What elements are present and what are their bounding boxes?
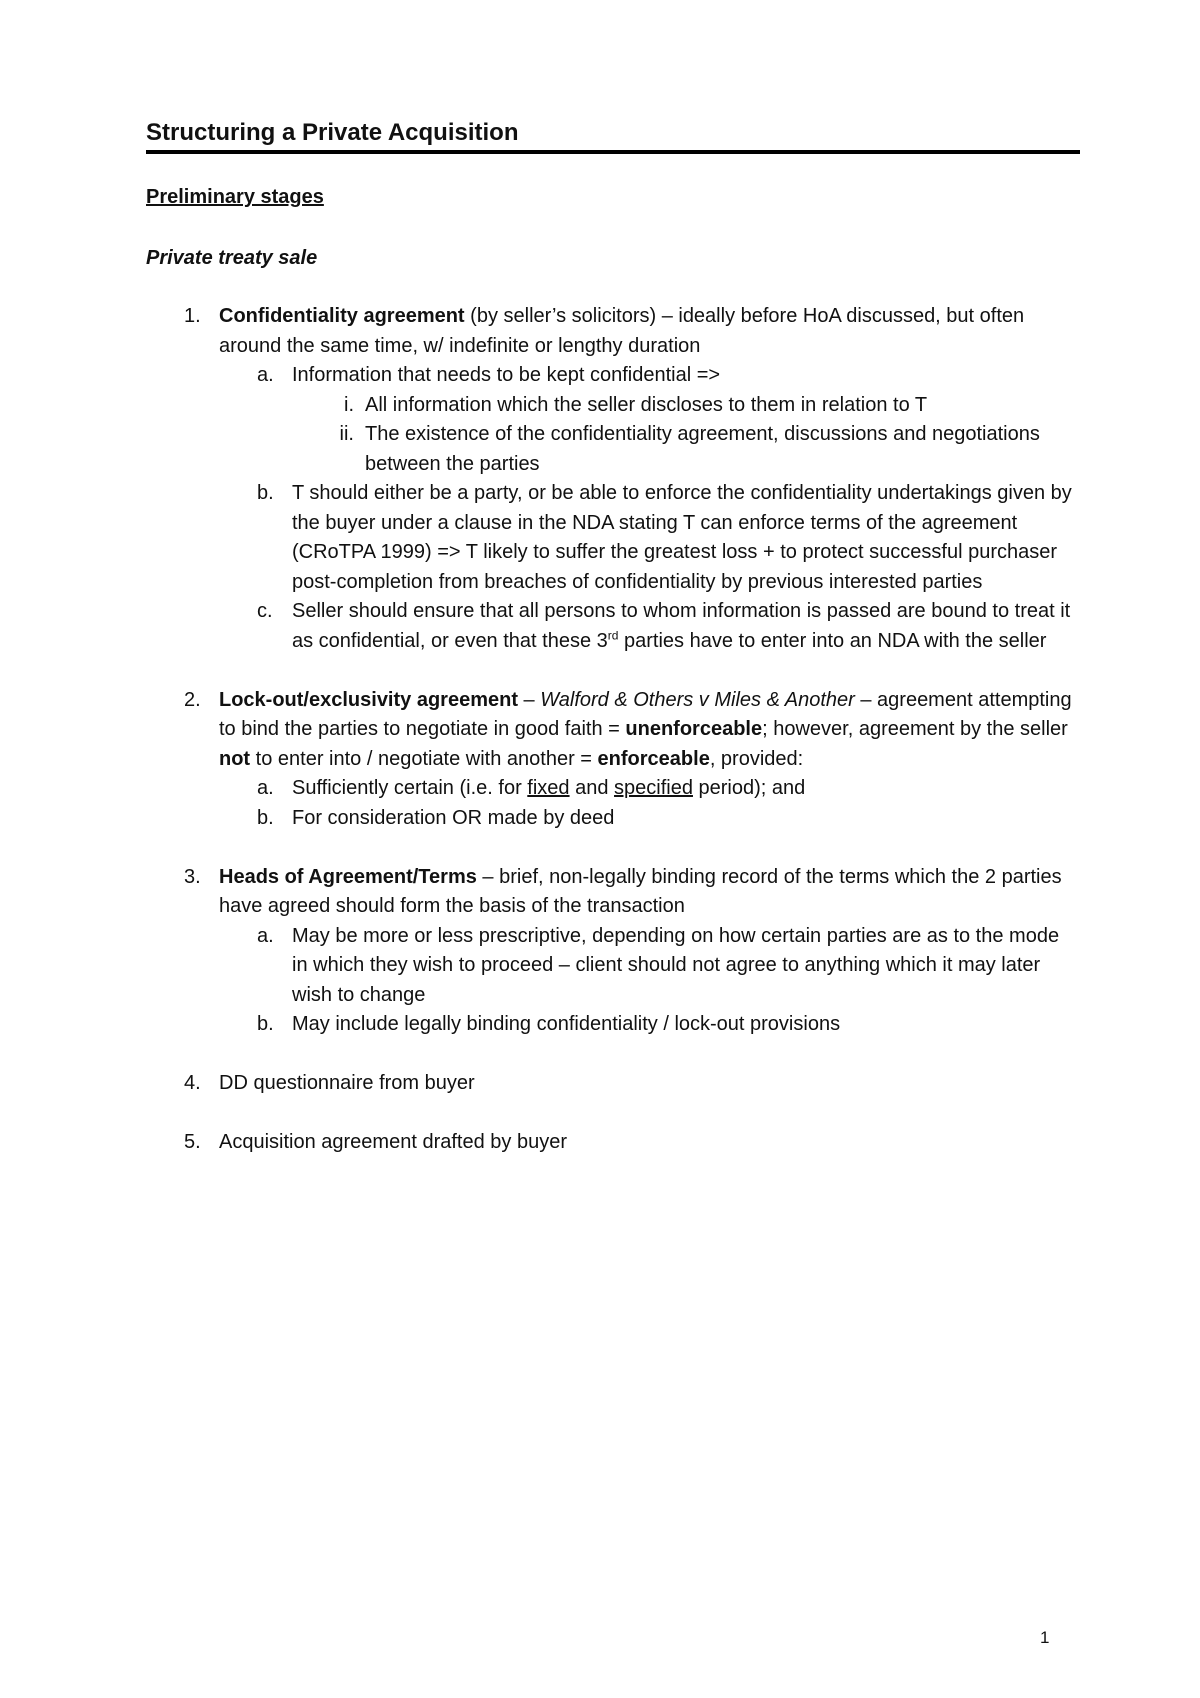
text-fragment: – agreement attempting to bind the parties to negotiate in good faith = xyxy=(219,688,1072,740)
underlined-term: specified xyxy=(614,777,693,799)
text-fragment: – xyxy=(517,688,541,711)
sub-item-marker: a. xyxy=(257,924,274,947)
sub-item-marker: b. xyxy=(257,1013,274,1035)
sub-item-marker: a. xyxy=(257,364,274,386)
sub-sub-item xyxy=(292,420,1080,479)
sub-item xyxy=(219,1010,1080,1040)
text-fragment: Sufficiently certain (i.e. for xyxy=(292,777,528,799)
item-body: – brief, non-legally binding record of the terms which the 2 parties have agreed should form the basis of the transaction xyxy=(219,865,1062,917)
item-text: Acquisition agreement drafted by buyer xyxy=(219,1131,567,1153)
item-number: 5. xyxy=(184,1131,201,1153)
item-text: DD questionnaire from buyer xyxy=(219,1072,475,1094)
item-lead-term: Lock-out/exclusivity agreement xyxy=(219,688,518,711)
item-text xyxy=(219,863,1080,922)
underlined-term: fixed xyxy=(527,777,570,799)
item-number: 2. xyxy=(184,688,201,711)
sub-item-text: May include legally binding confidentiality / lock-out provisions xyxy=(292,1013,841,1035)
text-fragment: Seller should ensure that all persons to whom information is passed are bound to treat it as confidential, or even that these 3 xyxy=(292,600,1071,652)
sub-sub-item-text: The existence of the confidentiality agreement, discussions and negotiations between the parties xyxy=(365,423,1040,475)
page-number: 1 xyxy=(1040,1628,1050,1647)
text-fragment: to enter into / negotiate with another = xyxy=(250,747,598,770)
item-number: 1. xyxy=(184,305,201,327)
item-text xyxy=(219,686,1080,775)
sub-item-text: May be more or less prescriptive, depending on how certain parties are as to the mode in which they wish to proceed – client should not agree to anything which it may later wish to change xyxy=(292,924,1060,1006)
item-lead-term: Confidentiality agreement xyxy=(219,305,465,327)
sub-item-marker: c. xyxy=(257,600,273,622)
sub-item xyxy=(219,922,1080,1011)
item-number: 3. xyxy=(184,865,201,888)
emphasis-term: enforceable xyxy=(597,747,710,770)
sub-sub-item-text: All information which the seller discloses to them in relation to T xyxy=(365,393,928,416)
item-body: (by seller’s solicitors) – ideally before HoA discussed, but often around the same time, w/ indefinite or lengthy duration xyxy=(219,305,1025,357)
sub-item-text: For consideration OR made by deed xyxy=(292,806,615,829)
sub-item xyxy=(219,597,1080,656)
text-fragment: and xyxy=(569,777,615,799)
item-number: 4. xyxy=(184,1072,201,1094)
sub-item xyxy=(219,774,1080,804)
sub-item-marker: b. xyxy=(257,482,274,504)
sub-item-marker: b. xyxy=(257,806,274,829)
sub-item-marker: a. xyxy=(257,777,274,799)
text-fragment: , provided: xyxy=(709,747,804,770)
emphasis-term: not xyxy=(219,747,251,770)
superscript: rd xyxy=(607,627,619,642)
list-item-dd-questionnaire xyxy=(146,1069,1080,1099)
list-item-lock-out xyxy=(146,686,1080,834)
sub-sub-item xyxy=(292,391,1080,421)
sub-item xyxy=(219,361,1080,479)
list-item-confidentiality xyxy=(146,302,1080,656)
sub-sub-item-marker: ii. xyxy=(339,423,354,445)
list-item-heads-of-agreement xyxy=(146,863,1080,1040)
emphasis-term: unenforceable xyxy=(625,718,763,740)
sub-item xyxy=(219,804,1080,834)
sub-item-text xyxy=(292,774,1080,804)
sub-item-text: Information that needs to be kept confidential => xyxy=(292,364,721,386)
sub-item-text xyxy=(292,597,1080,656)
title-underline-rule xyxy=(146,150,1080,154)
text-fragment: parties have to enter into an NDA with the seller xyxy=(618,629,1047,652)
list-item-acquisition-agreement xyxy=(146,1128,1080,1158)
sub-sub-item-marker: i. xyxy=(344,393,354,416)
sub-item-text: T should either be a party, or be able to enforce the confidentiality undertakings given by the buyer under a clause in the NDA stating T can enforce terms of the agreement (CRoTPA 1999) => T likely to suffer the greatest loss + to protect successful purchaser post-completion from breaches of confidentiality by previous interested parties xyxy=(292,482,1072,593)
document-title: Structuring a Private Acquisition xyxy=(146,119,519,146)
section-heading: Preliminary stages xyxy=(146,186,324,208)
text-fragment: ; however, agreement by the seller xyxy=(762,718,1068,740)
sub-heading: Private treaty sale xyxy=(146,247,318,269)
numbered-outline xyxy=(146,302,1080,1158)
item-lead-term: Heads of Agreement/Terms xyxy=(219,865,477,888)
item-text xyxy=(219,302,1080,361)
case-name: Walford & Others v Miles & Another xyxy=(540,688,855,711)
sub-item xyxy=(219,479,1080,597)
text-fragment: period); and xyxy=(692,777,806,799)
